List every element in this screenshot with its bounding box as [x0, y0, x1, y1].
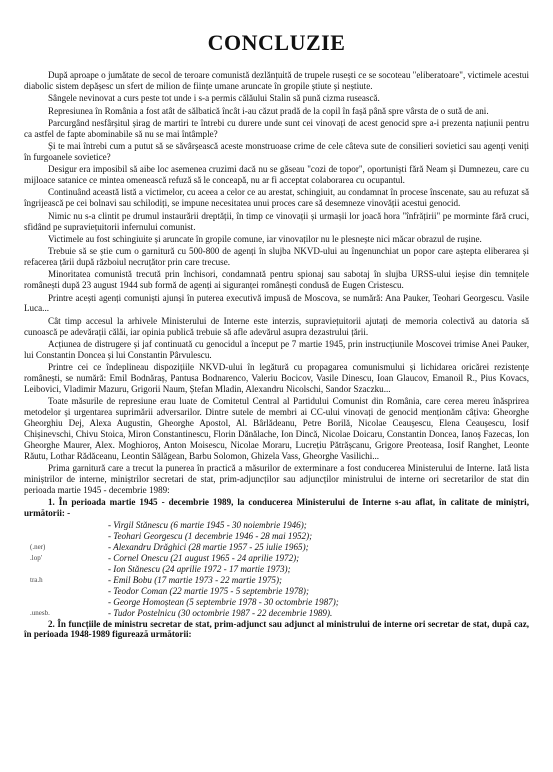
list-item [108, 520, 529, 531]
list-item-text: - George Homoștean (5 septembrie 1978 - 30 octombrie 1987); [108, 596, 339, 607]
list-item-text: - Tudor Postelnicu (30 octombrie 1987 - 22 decembrie 1989). [108, 607, 333, 618]
list-item-text: - Alexandru Drăghici (28 martie 1957 - 25 iulie 1965); [108, 542, 309, 553]
paragraph: Cât timp accesul la arhivele Ministerului de Interne este interzis, supraviețuitorii ajutați de memoria colectivă au datoria să cunoască pe adevărații călăi, iar opinia publică trebuie să afle adevărul asupra dezastrului țării. [24, 315, 529, 337]
paragraph: Minoritatea comunistă trecută prin închisori, condamnată pentru spionaj sau sabotaj în slujba URSS-ului ieșise din temnițele românești după 23 august 1944 sub formă de agenți ai siguranței românești condusă de Eugen Cristescu. [24, 269, 529, 291]
list-item [108, 531, 529, 542]
margin-note: .lop' [30, 554, 42, 563]
margin-note: (.ner) [30, 543, 46, 552]
list-item [108, 597, 529, 608]
paragraph: Toate măsurile de represiune erau luate de Comitetul Central al Partidului Comunist din România, care cerea mereu înăsprirea metodelor și urgentarea suprimării adversarilor. Dintre sutele de membri ai CC-ului vinovați de genocid menționăm câțiva: Gheorghe Gheorghiu Dej, Alexa Augustin, Gheorghe Apostol, Al. Bârlădeanu, Petre Borilă, Nicolae Ceaușescu, Elena Ceaușescu, Iosif Chișinevschi, Chivu Stoica, Miron Constantinescu, Florin Dănălache, Ion Dincă, Nicolae Doicaru, Constantin Doncea, Ianoș Fazecas, Ion Gheorghe Maurer, Alex. Moghioroș, Anton Moisescu, Nicolae Moraru, Lucrețiu Pătrășcanu, Grigore Preoteasa, Iosif Ranghet, Leonte Răutu, Lothar Rădăceanu, Leontin Sălăgean, Barbu Solomon, Ghizela Vass, Gheorghe Vasilichi... [24, 396, 529, 461]
paragraph: Continuând această listă a victimelor, cu aceea a celor ce au arestat, schingiuit, au condamnat în procese înscenate, sau au refuzat să îngrijească pe cei bolnavi sau schilodiți, se impune necesitatea unui proces care să desemneze vinovății acestui genocid. [24, 187, 529, 209]
paragraph: Trebuie să se știe cum o garnitură cu 500-800 de agenți în slujba NKVD-ului au îngenunchiat un popor care aștepta eliberarea și refacerea țării după războiul necruțător prin care trecuse. [24, 246, 529, 268]
section-heading-2: 2. În funcțiile de ministru secretar de stat, prim-adjunct sau adjunct al ministrului de interne ori secretar de stat, după caz, în perioada 1948-1989 figurează următorii: [24, 618, 529, 640]
list-item [30, 607, 529, 619]
list-item [30, 542, 529, 553]
list-item-text: - Teohari Georgescu (1 decembrie 1946 - 28 mai 1952); [108, 531, 313, 542]
ministers-list [30, 520, 529, 618]
paragraph: Represiunea în România a fost atât de sălbatică încât i-au căzut pradă de la copil în fașă până spre vârsta de o sută de ani. [48, 105, 489, 116]
paragraph: Printre acești agenți comuniști ajunși în puterea executivă impusă de Moscova, se numără: Ana Pauker, Teohari Georgescu. Vasile Luca... [24, 292, 529, 314]
margin-note: tra.h [30, 575, 43, 584]
list-item-text: - Virgil Stănescu (6 martie 1945 - 30 noiembrie 1946); [108, 520, 307, 531]
list-item [108, 586, 529, 597]
paragraph: Printre cei ce îndeplineau dispozițiile NKVD-ului în legătură cu propagarea comunismului și lichidarea oricărei rezistențe românești, se numără: Emil Bodnăraș, Pantusa Bodnarenco, Valeriu Bocicov, Vasile Dinescu, Ioan Glaucov, Emanoil R., Pius Kovacs, Leibovici, Vladimir Mazuru, Grigorii Naum, Ștefan Mladin, Alexandru Nicolschi, Sandor Szaczku... [24, 362, 529, 394]
list-item [108, 564, 529, 575]
list-item-text: - Emil Bobu (17 martie 1973 - 22 martie 1975); [108, 574, 283, 585]
list-item [30, 574, 529, 586]
list-item [30, 553, 529, 564]
paragraph: Victimele au fost schingiuite și aruncate în gropile comune, iar vinovaților nu le plesnește nici măcar obrazul de rușine. [48, 233, 482, 244]
paragraph: Parcurgând nesfârșitul șirag de martiri te întrebi cu durere unde sunt cei vinovați de acest genocid spre a-i prezenta națiunii pentru ca astfel de fapte abominabile să nu se mai întâmple? [24, 117, 529, 139]
paragraph: Acțiunea de distrugere și jaf continuată cu genocidul a început pe 7 martie 1945, prin instrucțiunile Moscovei trimise Anei Pauker, lui Constantin Doncea și lui Constantin Pârvulescu. [24, 338, 529, 360]
page-title: CONCLUZIE [207, 30, 346, 55]
paragraph: Desigur era imposibil să aibe loc asemenea cruzimi dacă nu se găseau "cozi de topor", oportuniști fără Neam și Dumnezeu, care cu mijloace satanice ce mintea omenească refuză să le conceapă, nu ar fi acceptat colaborarea cu ocupantul. [24, 164, 529, 186]
section-heading-1: 1. În perioada martie 1945 - decembrie 1989, la conducerea Ministerului de Interne s-au aflat, în calitate de miniștri, următorii: - [24, 497, 529, 519]
paragraph: După aproape o jumătate de secol de teroare comunistă dezlănțuită de trupele rusești ce se socoteau "eliberatoare", victimele acestui diabolic sistem depășesc un sfert de milion de ființe umane aruncate în gropile știute și neștiute. [24, 70, 529, 91]
paragraph: Și te mai întrebi cum a putut să se săvârșească aceste monstruoase crime de cele câteva sute de consilieri sovietici sau agenți veniți în furgoanele sovietice? [24, 141, 529, 162]
list-item-text: - Teodor Coman (22 martie 1975 - 5 septembrie 1978); [108, 585, 309, 596]
list-item-text: - Cornel Onescu (21 august 1965 - 24 aprilie 1972); [108, 553, 300, 564]
paragraph: Sângele nevinovat a curs peste tot unde i s-a permis călăului Stalin să pună cizma rusească. [48, 93, 380, 104]
paragraph: Nimic nu s-a clintit pe drumul instaurării dreptății, în timp ce vinovații și urmașii lor joacă hora "înfrățirii" pe morminte fără cruci, sfidând pe supraviețuitorii infernului comunist. [24, 210, 529, 232]
list-item-text: - Ion Stănescu (24 aprilie 1972 - 17 martie 1973); [108, 564, 291, 574]
paragraph: Prima garnitură care a trecut la punerea în practică a măsurilor de exterminare a fost conducerea Ministerului de Interne. Iată lista miniștrilor de interne, miniștrilor secretari de stat, prim-adjuncților sau adjuncților ministrului de interne ori secretarilor de stat din perioada martie 1945 - decembrie 1989: [24, 463, 529, 495]
margin-note: .unesb. [30, 608, 50, 617]
document-body [24, 70, 529, 640]
